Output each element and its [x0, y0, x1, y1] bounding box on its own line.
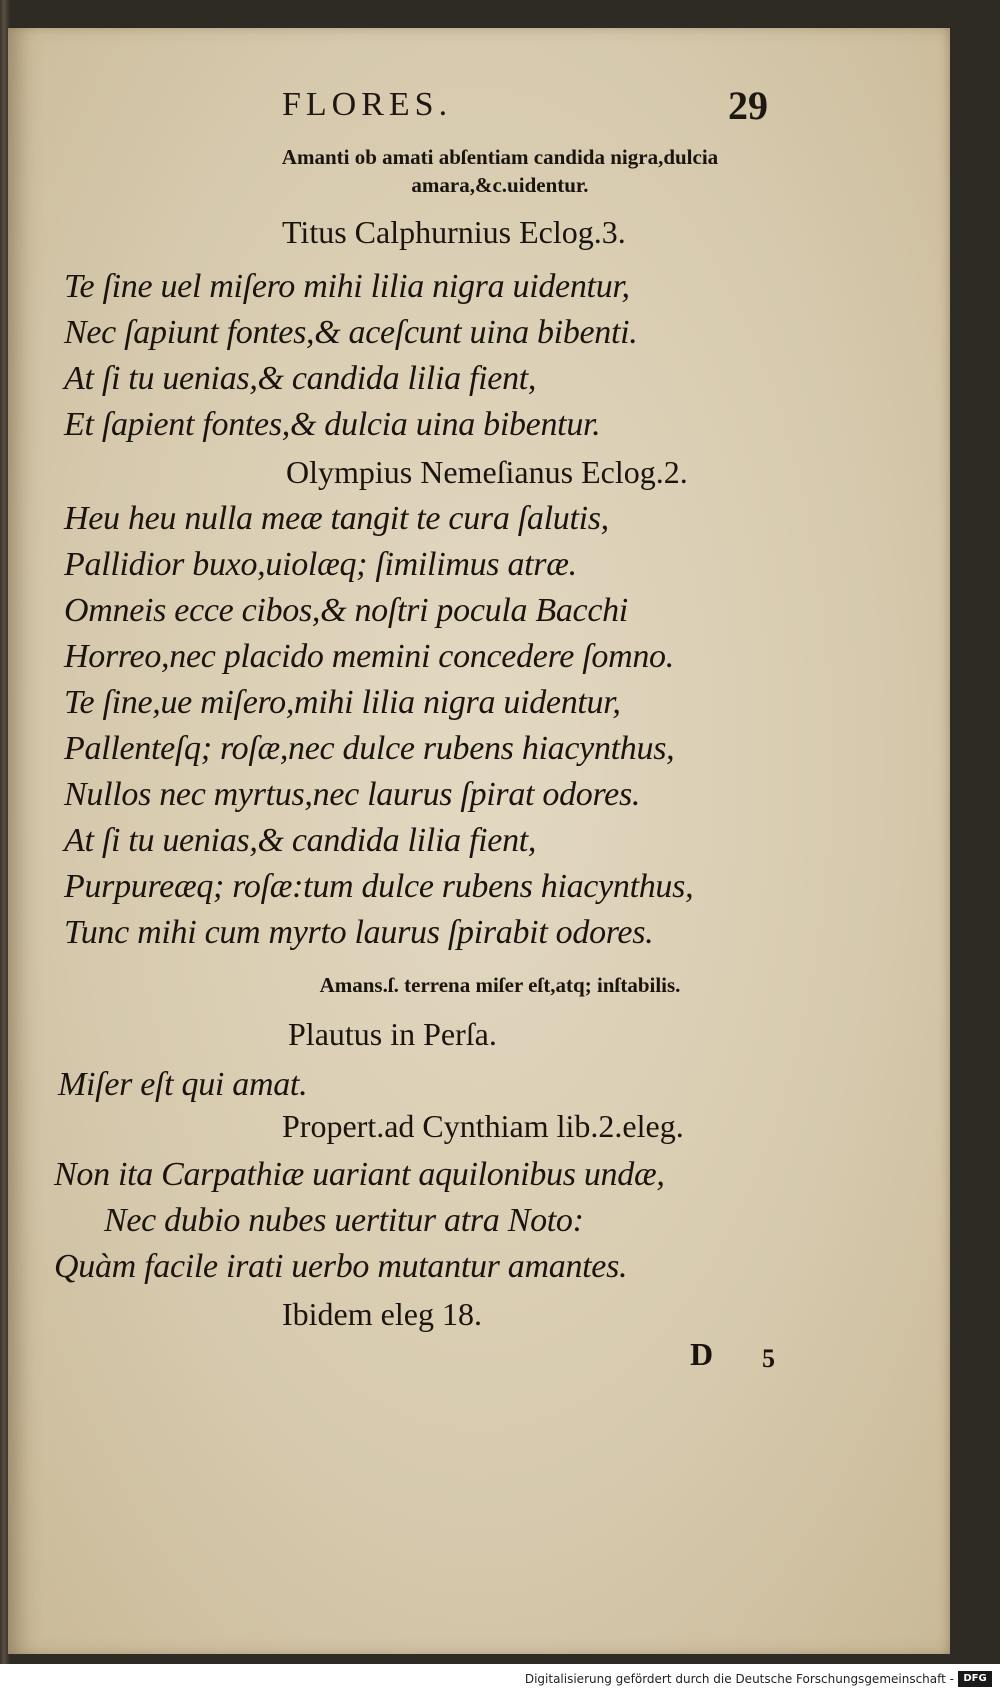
running-head: FLORES.	[282, 86, 453, 123]
page-number: 29	[728, 83, 768, 128]
verse-line: At ſi tu uenias,& candida lilia fient,	[64, 360, 537, 397]
verse-line: Tunc mihi cum myrto laurus ſpirabit odores.	[64, 914, 654, 951]
source-citation: Propert.ad Cynthiam lib.2.eleg.	[282, 1108, 684, 1144]
verse-line: Omneis ecce cibos,& noſtri pocula Bacchi	[64, 592, 628, 629]
verse-line: Non ita Carpathiæ uariant aquilonibus undæ,	[54, 1156, 665, 1193]
section-heading-line1: Amanti ob amati abſentiam candida nigra,dulcia	[281, 145, 719, 169]
source-citation: Plautus in Perſa.	[288, 1016, 497, 1052]
verse-line: At ſi tu uenias,& candida lilia fient,	[64, 822, 537, 859]
verse-line: Nec ſapiunt fontes,& aceſcunt uina bibenti.	[64, 314, 638, 351]
verse-line: Te ſine,ue miſero,mihi lilia nigra uidentur,	[64, 684, 621, 721]
verse-line: Miſer eſt qui amat.	[58, 1066, 308, 1103]
verse-line: Heu heu nulla meæ tangit te cura ſalutis,	[64, 500, 609, 537]
dfg-logo: DFG	[958, 1671, 992, 1687]
signature-mark: D	[690, 1336, 714, 1372]
verse-line: Horreo,nec placido memini concedere ſomno.	[64, 638, 674, 675]
verse-line: Pallenteſq; roſæ,nec dulce rubens hiacynthus,	[64, 730, 675, 767]
verse-line: Nullos nec myrtus,nec laurus ſpirat odores.	[64, 776, 641, 813]
digitization-footer	[0, 1664, 1000, 1696]
verse-line: Nec dubio nubes uertitur atra Noto:	[104, 1202, 584, 1239]
source-citation: Ibidem eleg 18.	[282, 1296, 482, 1332]
source-citation: Olympius Nemeſianus Eclog.2.	[286, 454, 688, 490]
section-heading-line2: amara,&c.uidentur.	[411, 173, 589, 197]
verse-line: Purpureæq; roſæ:tum dulce rubens hiacynthus,	[64, 868, 694, 905]
section-heading: Amans.ſ. terrena miſer eſt,atq; inſtabilis.	[319, 973, 681, 997]
funding-credit: Digitalisierung gefördert durch die Deutsche Forschungsgemeinschaft -	[524, 1672, 954, 1686]
verse-line: Quàm facile irati uerbo mutantur amantes.	[54, 1248, 628, 1285]
verse-line: Et ſapient fontes,& dulcia uina bibentur.	[64, 406, 601, 443]
signature-number: 5	[762, 1344, 775, 1373]
verse-line: Te ſine uel miſero mihi lilia nigra uidentur,	[64, 268, 630, 305]
verse-line: Pallidior buxo,uiolæq; ſimilimus atræ.	[64, 546, 577, 583]
source-citation: Titus Calphurnius Eclog.3.	[282, 214, 626, 250]
